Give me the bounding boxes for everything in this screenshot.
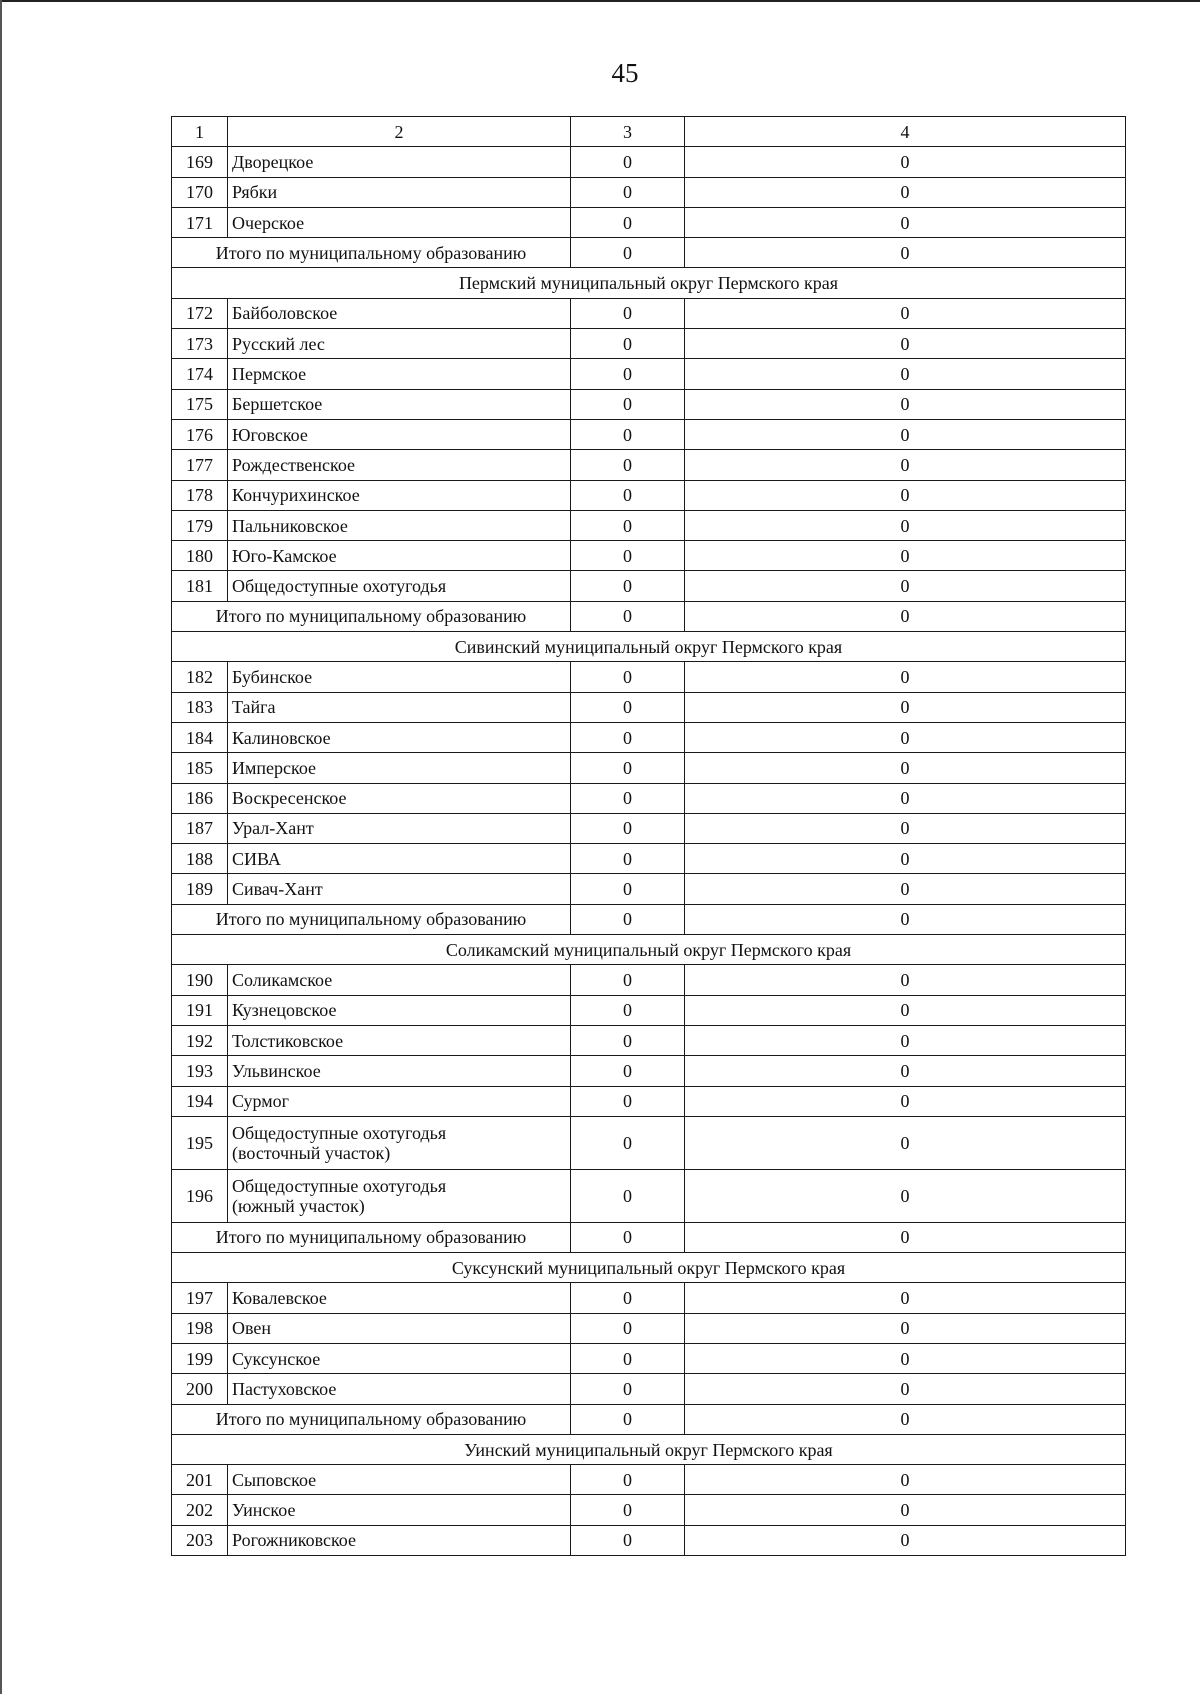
row-name: [228, 1495, 571, 1525]
row-name-line: Калиновское: [232, 727, 331, 748]
table-row: [172, 359, 1126, 389]
table-row: [172, 1169, 1126, 1222]
row-value-col3: 0: [571, 965, 685, 995]
row-value-col3: 0: [571, 1283, 685, 1313]
row-number: 174: [172, 359, 228, 389]
row-value-col4: 0: [685, 207, 1126, 237]
row-name-line: Сыповское: [232, 1469, 317, 1490]
table-row: [172, 1283, 1126, 1313]
row-number: 173: [172, 329, 228, 359]
row-value-col3: 0: [571, 1169, 685, 1222]
row-name: [228, 298, 571, 328]
row-value-col4: 0: [685, 783, 1126, 813]
total-value-col3: 0: [571, 904, 685, 934]
row-name: [228, 1169, 571, 1222]
row-value-col4: 0: [685, 419, 1126, 449]
total-value-col4: 0: [685, 904, 1126, 934]
table-row: [172, 662, 1126, 692]
row-name: [228, 450, 571, 480]
row-name: [228, 783, 571, 813]
row-value-col4: 0: [685, 541, 1126, 571]
section-row: [172, 1434, 1126, 1464]
row-name-line: Пальниковское: [232, 515, 348, 536]
row-value-col3: 0: [571, 298, 685, 328]
row-number: 195: [172, 1116, 228, 1169]
row-name: [228, 1025, 571, 1055]
row-name: [228, 662, 571, 692]
row-value-col4: 0: [685, 1025, 1126, 1055]
row-name: [228, 571, 571, 601]
row-value-col3: 0: [571, 207, 685, 237]
row-value-col3: 0: [571, 329, 685, 359]
section-title: Уинский муниципальный округ Пермского края: [172, 1434, 1126, 1464]
row-name-line: Кузнецовское: [232, 1000, 337, 1021]
section-row: [172, 632, 1126, 662]
table-row: [172, 450, 1126, 480]
table-row: [172, 1313, 1126, 1343]
row-number: 199: [172, 1343, 228, 1373]
header-col-4: 4: [685, 117, 1126, 147]
row-value-col3: 0: [571, 571, 685, 601]
row-value-col4: 0: [685, 1525, 1126, 1555]
row-name: [228, 1343, 571, 1373]
row-name: [228, 541, 571, 571]
table-row: [172, 722, 1126, 752]
row-value-col4: 0: [685, 722, 1126, 752]
row-value-col3: 0: [571, 753, 685, 783]
row-number: 192: [172, 1025, 228, 1055]
table-row: [172, 510, 1126, 540]
row-name-line: Суксунское: [232, 1348, 321, 1369]
row-name-line: Общедоступные охотугодья: [232, 576, 447, 597]
row-number: 184: [172, 722, 228, 752]
total-value-col4: 0: [685, 601, 1126, 631]
row-value-col4: 0: [685, 1116, 1126, 1169]
row-name: [228, 147, 571, 177]
row-value-col4: 0: [685, 1283, 1126, 1313]
total-row: [172, 904, 1126, 934]
row-name: [228, 207, 571, 237]
row-value-col4: 0: [685, 753, 1126, 783]
total-row: [172, 238, 1126, 268]
row-number: 186: [172, 783, 228, 813]
row-number: 178: [172, 480, 228, 510]
row-value-col3: 0: [571, 874, 685, 904]
row-value-col3: 0: [571, 844, 685, 874]
total-label: Итого по муниципальному образованию: [172, 1404, 571, 1434]
row-value-col3: 0: [571, 995, 685, 1025]
row-value-col3: 0: [571, 177, 685, 207]
row-name-line: Сурмог: [232, 1091, 290, 1112]
row-value-col3: 0: [571, 722, 685, 752]
row-value-col3: 0: [571, 419, 685, 449]
header-col-1: 1: [172, 117, 228, 147]
row-name: [228, 722, 571, 752]
table-row: [172, 874, 1126, 904]
row-value-col4: 0: [685, 1086, 1126, 1116]
row-value-col3: 0: [571, 662, 685, 692]
row-number: 200: [172, 1374, 228, 1404]
table-row: [172, 480, 1126, 510]
row-value-col3: 0: [571, 1056, 685, 1086]
row-value-col4: 0: [685, 813, 1126, 843]
table-row: [172, 419, 1126, 449]
row-name-line: Бубинское: [232, 666, 313, 687]
row-number: 203: [172, 1525, 228, 1555]
row-name-line: Соликамское: [232, 969, 333, 990]
row-name: [228, 1283, 571, 1313]
table-row: [172, 753, 1126, 783]
row-number: 183: [172, 692, 228, 722]
row-name-line: Овен: [232, 1318, 272, 1339]
table-body: [172, 117, 1126, 1556]
row-name-line: СИВА: [232, 848, 281, 869]
total-row: [172, 601, 1126, 631]
row-number: 179: [172, 510, 228, 540]
row-name-line: (восточный участок): [232, 1142, 391, 1163]
total-label: Итого по муниципальному образованию: [172, 904, 571, 934]
row-name: [228, 1086, 571, 1116]
row-number: 180: [172, 541, 228, 571]
row-value-col4: 0: [685, 298, 1126, 328]
row-value-col4: 0: [685, 571, 1126, 601]
row-number: 198: [172, 1313, 228, 1343]
row-value-col4: 0: [685, 965, 1126, 995]
header-col-2: 2: [228, 117, 571, 147]
row-value-col3: 0: [571, 783, 685, 813]
row-number: 169: [172, 147, 228, 177]
row-value-col3: 0: [571, 450, 685, 480]
row-name-line: Кончурихинское: [232, 485, 360, 506]
section-title: Суксунский муниципальный округ Пермского края: [172, 1253, 1126, 1283]
row-name: [228, 389, 571, 419]
table-row: [172, 207, 1126, 237]
table-header-row: [172, 117, 1126, 147]
row-name-line: Уинское: [232, 1500, 296, 1521]
row-name-line: Юго-Камское: [232, 545, 337, 566]
row-value-col3: 0: [571, 1116, 685, 1169]
total-value-col4: 0: [685, 1404, 1126, 1434]
row-number: 196: [172, 1169, 228, 1222]
row-value-col3: 0: [571, 541, 685, 571]
section-row: [172, 935, 1126, 965]
row-value-col4: 0: [685, 1056, 1126, 1086]
row-name-line: Имперское: [232, 757, 317, 778]
row-value-col3: 0: [571, 1374, 685, 1404]
table-row: [172, 1495, 1126, 1525]
row-name-line: Толстиковское: [232, 1030, 344, 1051]
row-number: 175: [172, 389, 228, 419]
row-value-col4: 0: [685, 1465, 1126, 1495]
total-value-col4: 0: [685, 238, 1126, 268]
table-row: [172, 1343, 1126, 1373]
row-name-line: Урал-Хант: [232, 818, 314, 839]
row-name-line: Рогожниковское: [232, 1530, 357, 1551]
table-row: [172, 1086, 1126, 1116]
row-name: [228, 1374, 571, 1404]
section-title: Соликамский муниципальный округ Пермского края: [172, 935, 1126, 965]
scan-edge-top: [0, 0, 1200, 2]
total-label: Итого по муниципальному образованию: [172, 238, 571, 268]
table-row: [172, 1025, 1126, 1055]
total-label: Итого по муниципальному образованию: [172, 601, 571, 631]
table-row: [172, 147, 1126, 177]
row-value-col4: 0: [685, 450, 1126, 480]
row-number: 190: [172, 965, 228, 995]
total-value-col4: 0: [685, 1222, 1126, 1252]
table-row: [172, 1056, 1126, 1086]
row-number: 193: [172, 1056, 228, 1086]
table-row: [172, 1465, 1126, 1495]
row-value-col3: 0: [571, 510, 685, 540]
section-row: [172, 1253, 1126, 1283]
row-value-col4: 0: [685, 480, 1126, 510]
row-name: [228, 329, 571, 359]
row-value-col4: 0: [685, 329, 1126, 359]
table-row: [172, 298, 1126, 328]
row-name: [228, 965, 571, 995]
section-title: Пермский муниципальный округ Пермского края: [172, 268, 1126, 298]
row-number: 202: [172, 1495, 228, 1525]
row-value-col3: 0: [571, 1313, 685, 1343]
row-value-col3: 0: [571, 147, 685, 177]
row-name: [228, 753, 571, 783]
row-name: [228, 480, 571, 510]
row-value-col4: 0: [685, 995, 1126, 1025]
row-number: 176: [172, 419, 228, 449]
row-name-line: Рождественское: [232, 454, 356, 475]
row-value-col4: 0: [685, 874, 1126, 904]
total-label: Итого по муниципальному образованию: [172, 1222, 571, 1252]
row-value-col4: 0: [685, 1313, 1126, 1343]
row-name-line: Пастуховское: [232, 1378, 337, 1399]
row-value-col3: 0: [571, 359, 685, 389]
table-row: [172, 813, 1126, 843]
row-name-line: Общедоступные охотугодья: [232, 1175, 447, 1196]
row-name-line: Ульвинское: [232, 1060, 321, 1081]
row-number: 172: [172, 298, 228, 328]
row-name: [228, 692, 571, 722]
scan-edge-left: [0, 0, 2, 1694]
row-name-line: Воскресенское: [232, 788, 347, 809]
row-name: [228, 419, 571, 449]
row-number: 182: [172, 662, 228, 692]
row-value-col3: 0: [571, 1025, 685, 1055]
row-number: 194: [172, 1086, 228, 1116]
row-name-line: (южный участок): [232, 1195, 365, 1216]
section-row: [172, 268, 1126, 298]
total-row: [172, 1222, 1126, 1252]
row-value-col3: 0: [571, 1086, 685, 1116]
row-name-line: Юговское: [232, 424, 308, 445]
data-table: [171, 116, 1126, 1556]
table-row: [172, 389, 1126, 419]
table-row: [172, 965, 1126, 995]
row-value-col4: 0: [685, 1495, 1126, 1525]
table-row: [172, 692, 1126, 722]
row-name: [228, 1116, 571, 1169]
row-name: [228, 813, 571, 843]
table-row: [172, 177, 1126, 207]
row-value-col3: 0: [571, 1495, 685, 1525]
row-number: 171: [172, 207, 228, 237]
row-number: 187: [172, 813, 228, 843]
row-value-col4: 0: [685, 662, 1126, 692]
row-name: [228, 874, 571, 904]
total-row: [172, 1404, 1126, 1434]
row-name: [228, 359, 571, 389]
table-row: [172, 329, 1126, 359]
table-row: [172, 571, 1126, 601]
row-name-line: Тайга: [232, 697, 276, 718]
row-number: 188: [172, 844, 228, 874]
row-number: 197: [172, 1283, 228, 1313]
row-name: [228, 1465, 571, 1495]
row-value-col4: 0: [685, 692, 1126, 722]
row-value-col3: 0: [571, 813, 685, 843]
row-value-col3: 0: [571, 1343, 685, 1373]
row-value-col4: 0: [685, 1343, 1126, 1373]
row-value-col4: 0: [685, 147, 1126, 177]
table-row: [172, 783, 1126, 813]
row-name-line: Очерское: [232, 212, 305, 233]
total-value-col3: 0: [571, 238, 685, 268]
row-value-col4: 0: [685, 844, 1126, 874]
row-number: 201: [172, 1465, 228, 1495]
page-number: 45: [611, 58, 639, 88]
total-value-col3: 0: [571, 1222, 685, 1252]
total-value-col3: 0: [571, 601, 685, 631]
table-row: [172, 541, 1126, 571]
row-value-col4: 0: [685, 389, 1126, 419]
row-name: [228, 995, 571, 1025]
table-row: [172, 995, 1126, 1025]
row-name: [228, 510, 571, 540]
row-value-col3: 0: [571, 480, 685, 510]
row-name: [228, 1056, 571, 1086]
row-name: [228, 844, 571, 874]
row-value-col4: 0: [685, 1374, 1126, 1404]
row-number: 177: [172, 450, 228, 480]
row-name-line: Сивач-Хант: [232, 879, 323, 900]
row-name-line: Дворецкое: [232, 151, 314, 172]
section-title: Сивинский муниципальный округ Пермского края: [172, 632, 1126, 662]
row-number: 185: [172, 753, 228, 783]
row-name-line: Общедоступные охотугодья: [232, 1122, 447, 1143]
row-name-line: Ковалевское: [232, 1288, 327, 1309]
row-name-line: Русский лес: [232, 333, 325, 354]
table-row: [172, 1374, 1126, 1404]
row-number: 170: [172, 177, 228, 207]
row-name-line: Бершетское: [232, 394, 323, 415]
row-value-col3: 0: [571, 1465, 685, 1495]
row-value-col3: 0: [571, 389, 685, 419]
row-value-col3: 0: [571, 692, 685, 722]
row-number: 189: [172, 874, 228, 904]
table-row: [172, 1525, 1126, 1555]
row-value-col3: 0: [571, 1525, 685, 1555]
row-name: [228, 1313, 571, 1343]
row-value-col4: 0: [685, 359, 1126, 389]
row-name-line: Рябки: [232, 182, 278, 203]
table-row: [172, 1116, 1126, 1169]
row-name: [228, 177, 571, 207]
header-col-3: 3: [571, 117, 685, 147]
row-value-col4: 0: [685, 1169, 1126, 1222]
row-name-line: Байболовское: [232, 303, 338, 324]
total-value-col3: 0: [571, 1404, 685, 1434]
row-number: 191: [172, 995, 228, 1025]
table-row: [172, 844, 1126, 874]
row-name-line: Пермское: [232, 364, 307, 385]
row-value-col4: 0: [685, 510, 1126, 540]
row-value-col4: 0: [685, 177, 1126, 207]
row-name: [228, 1525, 571, 1555]
row-number: 181: [172, 571, 228, 601]
